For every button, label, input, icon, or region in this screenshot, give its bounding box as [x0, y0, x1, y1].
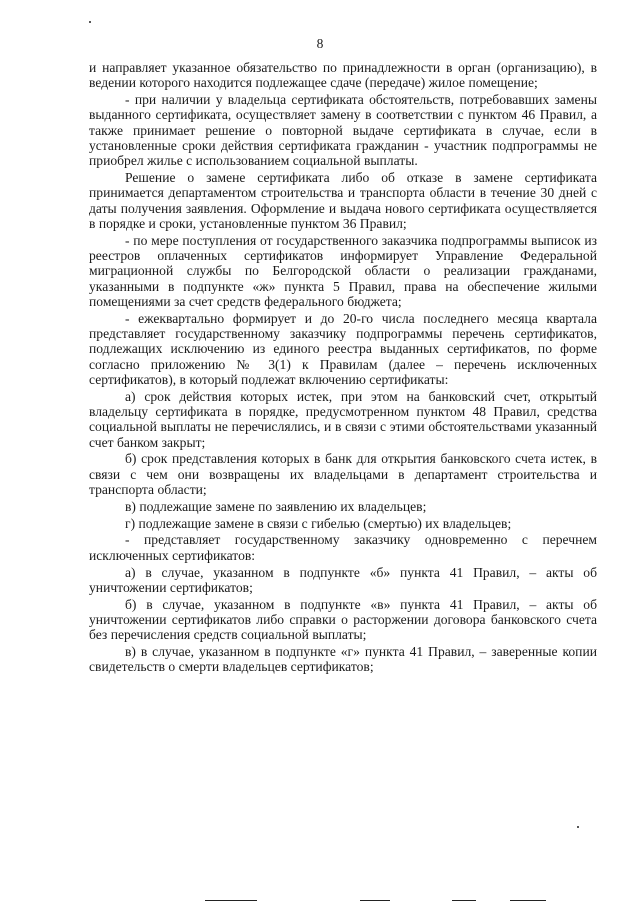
- paragraph-10: - представляет государственному заказчику одновременно с перечнем исключенных сертификатов:: [89, 532, 597, 563]
- paragraph-12: б) в случае, указанном в подпункте «в» пункта 41 Правил, – акты об уничтожении сертификатов либо справки о расторжении договора банковского счета без перечисления средств социальной выплаты;: [89, 596, 597, 643]
- scan-speck: [577, 826, 579, 828]
- scan-line-artifact: [510, 900, 546, 901]
- scan-line-artifact: [360, 900, 390, 901]
- scan-line-artifact: [205, 900, 257, 901]
- paragraph-13: в) в случае, указанном в подпункте «г» пункта 41 Правил, – заверенные копии свидетельств о смерти владельцев сертификатов;: [89, 643, 597, 675]
- paragraph-11: а) в случае, указанном в подпункте «б» пункта 41 Правил, – акты об уничтожении сертификатов;: [89, 564, 597, 595]
- scan-speck: [89, 21, 91, 23]
- page-number: 8: [316, 36, 324, 51]
- scan-line-artifact: [452, 900, 476, 901]
- paragraph-5: - ежеквартально формирует и до 20-го числа последнего месяца квартала представляет государственному заказчику подпрограммы перечень сертификатов, подлежащих исключению из единого реестра выданных сертификатов, по форме согласно приложению № 3(1) к Правилам (далее – перечень исключенных сертификатов), в который подлежат включению сертификаты:: [89, 310, 597, 387]
- paragraph-2: - при наличии у владельца сертификата обстоятельств, потребовавших замены выданного сертификата, осуществляет замену в соответствии с пунктом 46 Правил, а также принимает решение о повторной выдаче сертификата в случае, если в установленные сроки действия сертификата гражданин - участник подпрограммы не приобрел жилье с использованием социальной выплаты.: [89, 92, 597, 169]
- paragraph-1: и направляет указанное обязательство по принадлежности в орган (организацию), в ведении которого находится подлежащее сдаче (передаче) жилое помещение;: [89, 60, 597, 91]
- paragraph-3: Решение о замене сертификата либо об отказе в замене сертификата принимается департаментом строительства и транспорта области в течение 30 дней с даты получения заявления. Оформление и выдача нового сертификата осуществляется в порядке и сроки, установленные пунктом 36 Правил;: [89, 170, 597, 231]
- document-body: [89, 60, 597, 676]
- paragraph-8: в) подлежащие замене по заявлению их владельцев;: [125, 498, 427, 514]
- paragraph-6: а) срок действия которых истек, при этом на банковский счет, открытый владельцу сертификата в порядке, предусмотренном пунктом 48 Правил, средства социальной выплаты не перечислялись, и в связи с этими обстоятельствами указанный счет банком закрыт;: [89, 388, 597, 450]
- paragraph-9: г) подлежащие замене в связи с гибелью (смертью) их владельцев;: [125, 515, 512, 531]
- paragraph-4: - по мере поступления от государственного заказчика подпрограммы выписок из реестров оплаченных сертификатов информирует Управление Федеральной миграционной службы по Белгородской области о реализации гражданами, указанными в подпункте «ж» пункта 5 Правил, права на обеспечение жилыми помещениями за счет средств федерального бюджета;: [89, 232, 597, 309]
- paragraph-7: б) срок представления которых в банк для открытия банковского счета истек, в связи с чем они возвращены их владельцами в департамент строительства и транспорта области;: [89, 451, 597, 498]
